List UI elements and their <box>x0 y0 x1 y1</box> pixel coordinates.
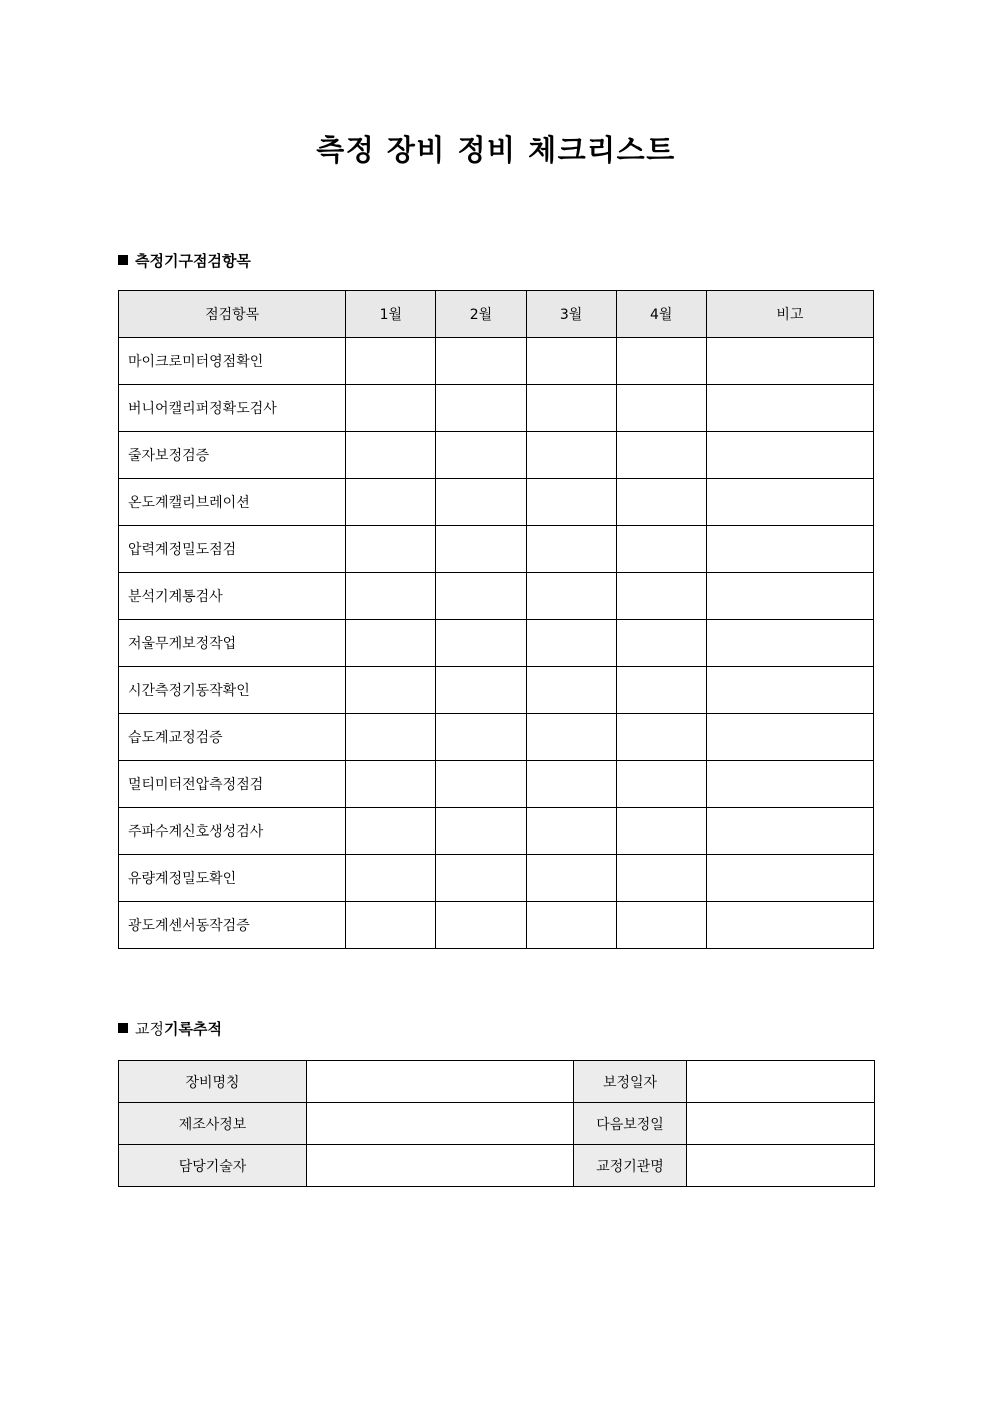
check-cell-month-1[interactable] <box>346 667 436 714</box>
remark-cell[interactable] <box>706 808 873 855</box>
column-header-remark: 비고 <box>706 291 873 338</box>
square-bullet-icon <box>118 1023 128 1033</box>
check-cell-month-4[interactable] <box>616 855 706 902</box>
column-header-item: 점검항목 <box>119 291 346 338</box>
check-cell-month-2[interactable] <box>436 385 526 432</box>
column-header-month-4: 4월 <box>616 291 706 338</box>
remark-cell[interactable] <box>706 902 873 949</box>
table-row <box>119 385 874 432</box>
check-cell-month-1[interactable] <box>346 526 436 573</box>
record-label-next-calibration-date: 다음보정일 <box>574 1103 687 1145</box>
check-cell-month-4[interactable] <box>616 667 706 714</box>
check-cell-month-2[interactable] <box>436 338 526 385</box>
table-row <box>119 526 874 573</box>
check-cell-month-3[interactable] <box>526 573 616 620</box>
table-row <box>119 1103 875 1145</box>
inspection-item-label: 마이크로미터영점확인 <box>119 338 346 385</box>
check-cell-month-4[interactable] <box>616 808 706 855</box>
check-cell-month-3[interactable] <box>526 855 616 902</box>
remark-cell[interactable] <box>706 667 873 714</box>
check-cell-month-3[interactable] <box>526 479 616 526</box>
record-label-calibration-agency: 교정기관명 <box>574 1145 687 1187</box>
check-cell-month-3[interactable] <box>526 667 616 714</box>
check-cell-month-2[interactable] <box>436 714 526 761</box>
section-heading-inspection <box>118 252 251 272</box>
remark-cell[interactable] <box>706 479 873 526</box>
check-cell-month-3[interactable] <box>526 385 616 432</box>
check-cell-month-3[interactable] <box>526 432 616 479</box>
column-header-month-2: 2월 <box>436 291 526 338</box>
check-cell-month-1[interactable] <box>346 432 436 479</box>
remark-cell[interactable] <box>706 620 873 667</box>
remark-cell[interactable] <box>706 526 873 573</box>
table-row <box>119 761 874 808</box>
remark-cell[interactable] <box>706 338 873 385</box>
inspection-checklist-table <box>118 290 874 949</box>
table-row <box>119 573 874 620</box>
check-cell-month-3[interactable] <box>526 620 616 667</box>
check-cell-month-1[interactable] <box>346 385 436 432</box>
check-cell-month-2[interactable] <box>436 479 526 526</box>
inspection-item-label: 압력계정밀도점검 <box>119 526 346 573</box>
section-heading-record-label-bold: 기록추적 <box>163 1020 222 1038</box>
record-value-calibration-date[interactable] <box>687 1061 875 1103</box>
check-cell-month-1[interactable] <box>346 338 436 385</box>
remark-cell[interactable] <box>706 385 873 432</box>
check-cell-month-1[interactable] <box>346 761 436 808</box>
page-title: 측정 장비 정비 체크리스트 <box>316 133 676 167</box>
check-cell-month-2[interactable] <box>436 855 526 902</box>
check-cell-month-2[interactable] <box>436 526 526 573</box>
table-row <box>119 1061 875 1103</box>
remark-cell[interactable] <box>706 761 873 808</box>
check-cell-month-1[interactable] <box>346 902 436 949</box>
inspection-item-label: 유량계정밀도확인 <box>119 855 346 902</box>
check-cell-month-3[interactable] <box>526 761 616 808</box>
check-cell-month-4[interactable] <box>616 902 706 949</box>
square-bullet-icon <box>118 255 128 265</box>
remark-cell[interactable] <box>706 432 873 479</box>
check-cell-month-2[interactable] <box>436 902 526 949</box>
table-row <box>119 1145 875 1187</box>
check-cell-month-2[interactable] <box>436 808 526 855</box>
check-cell-month-4[interactable] <box>616 620 706 667</box>
check-cell-month-4[interactable] <box>616 761 706 808</box>
check-cell-month-2[interactable] <box>436 761 526 808</box>
remark-cell[interactable] <box>706 855 873 902</box>
inspection-item-label: 시간측정기동작확인 <box>119 667 346 714</box>
record-value-next-calibration-date[interactable] <box>687 1103 875 1145</box>
check-cell-month-4[interactable] <box>616 714 706 761</box>
record-value-technician[interactable] <box>307 1145 574 1187</box>
remark-cell[interactable] <box>706 714 873 761</box>
table-row <box>119 855 874 902</box>
table-row <box>119 667 874 714</box>
check-cell-month-4[interactable] <box>616 338 706 385</box>
record-label-equipment-name: 장비명칭 <box>119 1061 307 1103</box>
check-cell-month-3[interactable] <box>526 808 616 855</box>
inspection-item-label: 광도계센서동작검증 <box>119 902 346 949</box>
check-cell-month-1[interactable] <box>346 573 436 620</box>
section-heading-inspection-label: 측정기구점검항목 <box>135 252 251 270</box>
check-cell-month-2[interactable] <box>436 667 526 714</box>
inspection-item-label: 주파수계신호생성검사 <box>119 808 346 855</box>
column-header-month-1: 1월 <box>346 291 436 338</box>
check-cell-month-4[interactable] <box>616 432 706 479</box>
check-cell-month-4[interactable] <box>616 385 706 432</box>
check-cell-month-2[interactable] <box>436 432 526 479</box>
check-cell-month-2[interactable] <box>436 620 526 667</box>
check-cell-month-1[interactable] <box>346 479 436 526</box>
inspection-item-label: 분석기계통검사 <box>119 573 346 620</box>
check-cell-month-3[interactable] <box>526 714 616 761</box>
table-row <box>119 338 874 385</box>
table-row <box>119 902 874 949</box>
check-cell-month-1[interactable] <box>346 808 436 855</box>
section-heading-record <box>118 1020 222 1040</box>
check-cell-month-1[interactable] <box>346 620 436 667</box>
record-label-manufacturer-info: 제조사정보 <box>119 1103 307 1145</box>
inspection-item-label: 버니어캘리퍼정확도검사 <box>119 385 346 432</box>
table-row <box>119 479 874 526</box>
inspection-item-label: 저울무게보정작업 <box>119 620 346 667</box>
calibration-record-table <box>118 1060 875 1187</box>
check-cell-month-1[interactable] <box>346 855 436 902</box>
check-cell-month-2[interactable] <box>436 573 526 620</box>
table-row <box>119 808 874 855</box>
record-value-manufacturer-info[interactable] <box>307 1103 574 1145</box>
section-heading-record-label-light: 교정 <box>135 1020 164 1038</box>
check-cell-month-1[interactable] <box>346 714 436 761</box>
remark-cell[interactable] <box>706 573 873 620</box>
record-label-technician: 담당기술자 <box>119 1145 307 1187</box>
check-cell-month-3[interactable] <box>526 526 616 573</box>
check-cell-month-4[interactable] <box>616 479 706 526</box>
record-label-calibration-date: 보정일자 <box>574 1061 687 1103</box>
check-cell-month-4[interactable] <box>616 573 706 620</box>
check-cell-month-3[interactable] <box>526 902 616 949</box>
record-value-equipment-name[interactable] <box>307 1061 574 1103</box>
table-row <box>119 714 874 761</box>
table-row <box>119 432 874 479</box>
table-row <box>119 620 874 667</box>
inspection-item-label: 멀티미터전압측정점검 <box>119 761 346 808</box>
record-value-calibration-agency[interactable] <box>687 1145 875 1187</box>
inspection-item-label: 줄자보정검증 <box>119 432 346 479</box>
column-header-month-3: 3월 <box>526 291 616 338</box>
inspection-item-label: 습도계교정검증 <box>119 714 346 761</box>
inspection-item-label: 온도계캘리브레이션 <box>119 479 346 526</box>
table-header-row <box>119 291 874 338</box>
check-cell-month-3[interactable] <box>526 338 616 385</box>
check-cell-month-4[interactable] <box>616 526 706 573</box>
